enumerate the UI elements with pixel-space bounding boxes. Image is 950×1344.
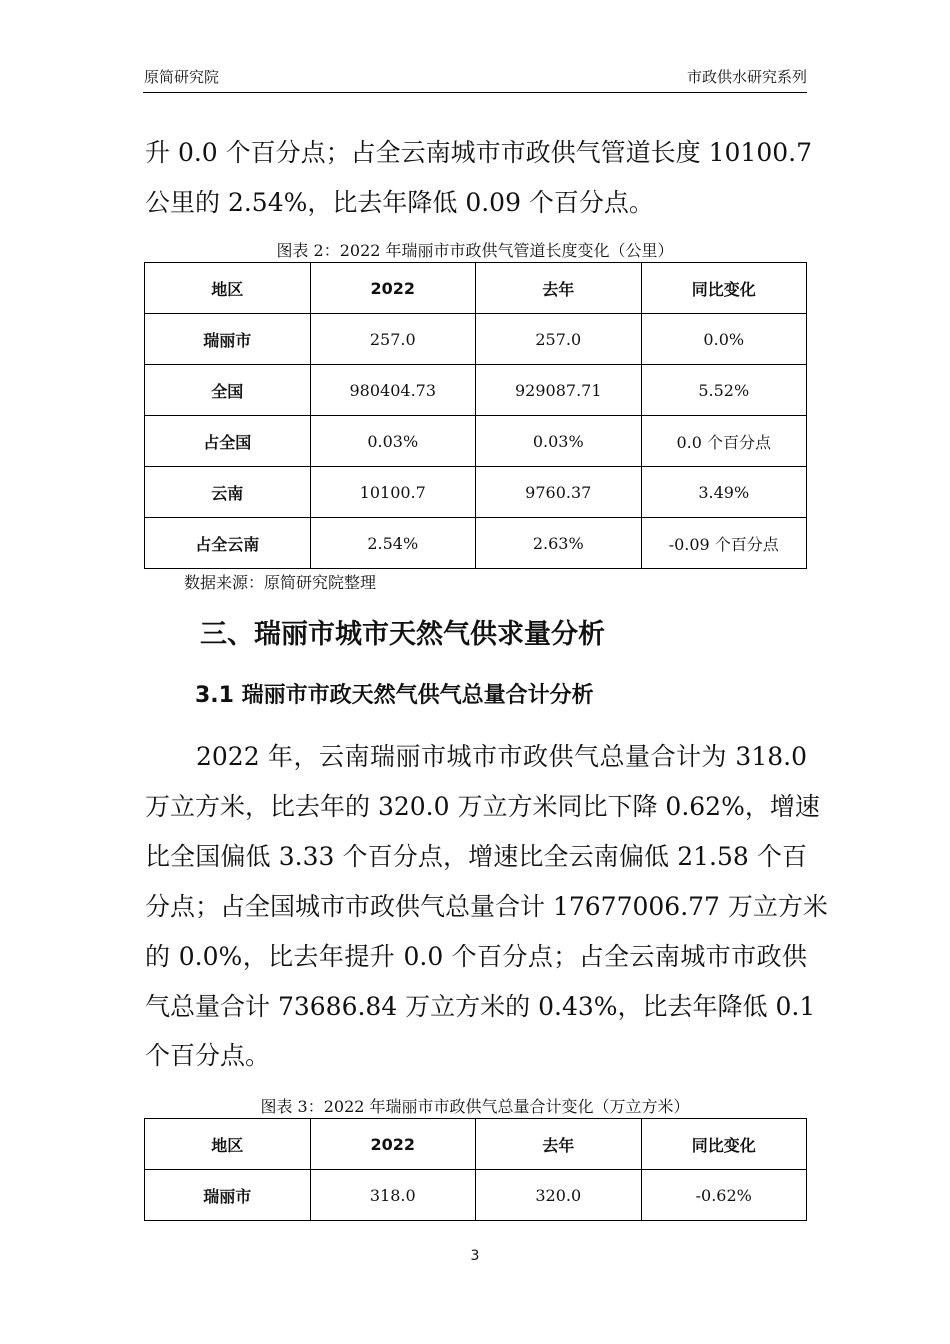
cell: 257.0	[310, 314, 476, 365]
cell: 占全云南	[145, 518, 311, 569]
table-header-row	[145, 1119, 807, 1170]
table-header-row	[145, 263, 807, 314]
table-row	[145, 416, 807, 467]
cell: 0.0%	[641, 314, 807, 365]
cell: 980404.73	[310, 365, 476, 416]
table1-source: 数据来源：原简研究院整理	[184, 573, 377, 592]
para2-line: 气总量合计 73686.84 万立方米的 0.43%，比去年降低 0.1	[145, 992, 816, 1021]
section-heading: 三、瑞丽市城市天然气供求量分析	[200, 619, 605, 650]
cell: 瑞丽市	[145, 1170, 311, 1221]
header-right: 市政供水研究系列	[686, 68, 807, 86]
subsection-heading: 3.1 瑞丽市市政天然气供气总量合计分析	[195, 683, 594, 708]
col-header: 地区	[145, 1119, 311, 1170]
cell: 320.0	[476, 1170, 642, 1221]
cell: -0.09 个百分点	[641, 518, 807, 569]
col-header: 地区	[145, 263, 311, 314]
col-header: 同比变化	[641, 263, 807, 314]
cell: 9760.37	[476, 467, 642, 518]
para2-line: 比全国偏低 3.33 个百分点，增速比全云南偏低 21.58 个百	[145, 842, 807, 871]
table-row	[145, 314, 807, 365]
header-left: 原简研究院	[144, 68, 220, 86]
para2-line: 分点；占全国城市市政供气总量合计 17677006.77 万立方米	[145, 892, 828, 921]
page-number: 3	[470, 1248, 480, 1264]
table-row	[145, 365, 807, 416]
col-header: 去年	[476, 1119, 642, 1170]
para1-line: 公里的 2.54%，比去年降低 0.09 个百分点。	[145, 188, 654, 217]
cell: 5.52%	[641, 365, 807, 416]
cell: -0.62%	[641, 1170, 807, 1221]
cell: 318.0	[310, 1170, 476, 1221]
cell: 10100.7	[310, 467, 476, 518]
cell: 云南	[145, 467, 311, 518]
para1-line: 升 0.0 个百分点；占全云南城市市政供气管道长度 10100.7	[145, 138, 812, 167]
para2-line: 的 0.0%，比去年提升 0.0 个百分点；占全云南城市市政供	[145, 942, 807, 971]
cell: 0.0 个百分点	[641, 416, 807, 467]
cell: 全国	[145, 365, 311, 416]
col-header: 2022	[310, 1119, 476, 1170]
table2-caption: 图表 3：2022 年瑞丽市市政供气总量合计变化（万立方米）	[260, 1097, 690, 1116]
table1-caption: 图表 2：2022 年瑞丽市市政供气管道长度变化（公里）	[276, 241, 674, 260]
para2-line: 万立方米，比去年的 320.0 万立方米同比下降 0.62%，增速	[145, 792, 820, 821]
table-row	[145, 467, 807, 518]
col-header: 去年	[476, 263, 642, 314]
cell: 2.63%	[476, 518, 642, 569]
col-header: 同比变化	[641, 1119, 807, 1170]
table1	[144, 262, 807, 569]
table-row	[145, 518, 807, 569]
table2	[144, 1118, 807, 1221]
cell: 占全国	[145, 416, 311, 467]
col-header: 2022	[310, 263, 476, 314]
cell: 257.0	[476, 314, 642, 365]
para2-line: 2022 年，云南瑞丽市城市市政供气总量合计为 318.0	[145, 742, 807, 771]
cell: 瑞丽市	[145, 314, 311, 365]
header-rule	[143, 92, 807, 93]
table-row	[145, 1170, 807, 1221]
cell: 2.54%	[310, 518, 476, 569]
cell: 0.03%	[476, 416, 642, 467]
cell: 0.03%	[310, 416, 476, 467]
para2-line: 个百分点。	[145, 1041, 271, 1070]
cell: 929087.71	[476, 365, 642, 416]
cell: 3.49%	[641, 467, 807, 518]
